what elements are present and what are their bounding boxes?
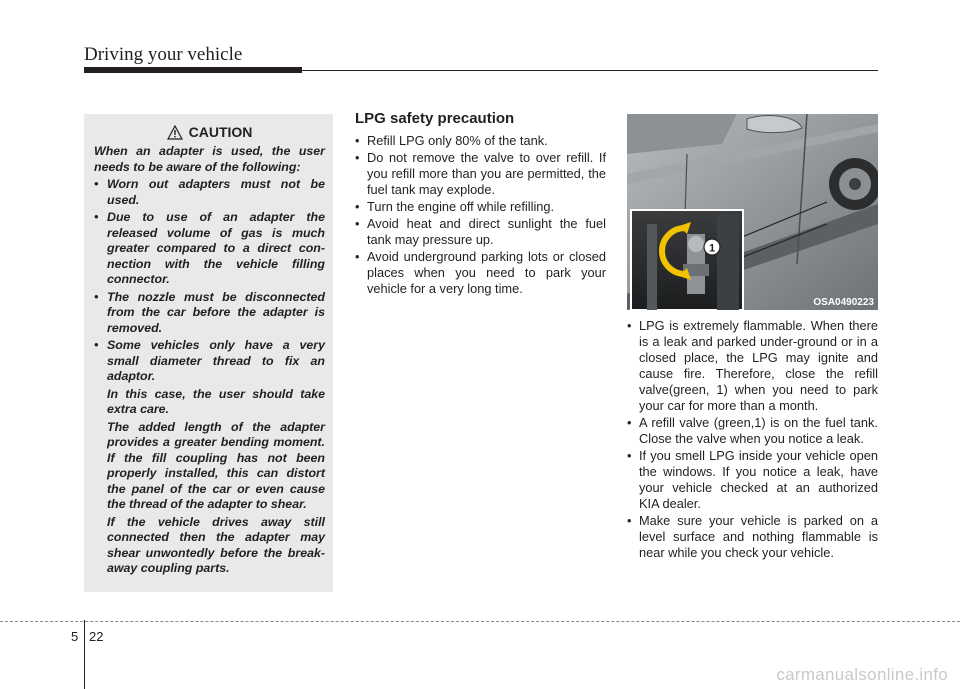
caution-item: • The nozzle must be disconnected from the car before the adapter is removed. bbox=[94, 289, 325, 335]
caution-subparagraph: The added length of the adapter provides a greater bending moment. If the fill coupling has not been properly installed, this can distort the panel of the car or even cause the thread of the adapter to shear. bbox=[107, 419, 325, 511]
lpg-warning-item: • If you smell LPG inside your vehicle open the windows. If you notice a leak, have your vehicle checked at an authorized KIA dealer. bbox=[627, 448, 878, 511]
caution-list bbox=[94, 177, 325, 385]
lpg-bullet-list bbox=[355, 133, 606, 297]
caution-subparagraph: If the vehicle drives away still connected then the adapter may shear unwontedly before the break-away coupling parts. bbox=[107, 514, 325, 575]
caution-item: • Due to use of an adapter the released volume of gas is much greater compared to a direct con-nection with the vehicle filling connector. bbox=[94, 210, 325, 286]
lpg-safety-section bbox=[355, 110, 606, 298]
lpg-warning-list bbox=[627, 318, 878, 561]
lpg-warning-item: • LPG is extremely flammable. When there is a leak and parked under-ground or in a closed place, the LPG may ignite and cause fire. Therefore, close the refill valve(green, 1) when you need to park your car for more than a month. bbox=[627, 318, 878, 413]
lpg-bullet-item: • Turn the engine off while refilling. bbox=[355, 199, 555, 214]
lpg-bullet-item: • Do not remove the valve to over refill. If you refill more than you are permitted, the fuel tank may explode. bbox=[355, 150, 606, 197]
footer-dashed-rule bbox=[0, 621, 960, 622]
footer-vertical-rule bbox=[84, 620, 85, 689]
lpg-warnings-section bbox=[627, 318, 878, 562]
header-rule-thick bbox=[84, 67, 302, 73]
caution-heading bbox=[94, 124, 325, 140]
lpg-bullet-item: • Avoid underground parking lots or closed places when you need to park your vehicle for a very long time. bbox=[355, 249, 606, 296]
caution-item: • Worn out adapters must not be used. bbox=[94, 177, 325, 207]
page-header-title: Driving your vehicle bbox=[84, 44, 243, 65]
caution-subparagraph: In this case, the user should take extra care. bbox=[107, 386, 325, 416]
car-valve-illustration bbox=[627, 114, 878, 310]
caution-item: • Some vehicles only have a very small diameter thread to fix an adaptor. bbox=[94, 338, 325, 383]
lpg-bullet-item: • Refill LPG only 80% of the tank. bbox=[355, 133, 548, 148]
page-number: 22 bbox=[89, 629, 104, 644]
caution-title: CAUTION bbox=[188, 124, 253, 140]
lpg-bullet-item: • Avoid heat and direct sunlight the fuel tank may pressure up. bbox=[355, 216, 606, 247]
lpg-warning-item: • A refill valve (green,1) is on the fuel tank. Close the valve when you notice a leak. bbox=[627, 415, 878, 446]
caution-box bbox=[84, 114, 333, 592]
refill-valve-photo bbox=[627, 114, 878, 310]
valve-callout-label: 1 bbox=[708, 242, 716, 255]
photo-code: OSA0490223 bbox=[813, 297, 874, 308]
watermark: carmanualsonline.info bbox=[776, 665, 948, 684]
lpg-warning-item: • Make sure your vehicle is parked on a level surface and nothing flammable is near while you check your vehicle. bbox=[627, 513, 878, 560]
chapter-number: 5 bbox=[71, 629, 79, 644]
lpg-section-title: LPG safety precaution bbox=[355, 110, 515, 127]
caution-intro: When an adapter is used, the user needs to be aware of the following: bbox=[94, 144, 325, 174]
warning-triangle-icon bbox=[167, 125, 183, 140]
header-rule-thin bbox=[302, 70, 878, 71]
